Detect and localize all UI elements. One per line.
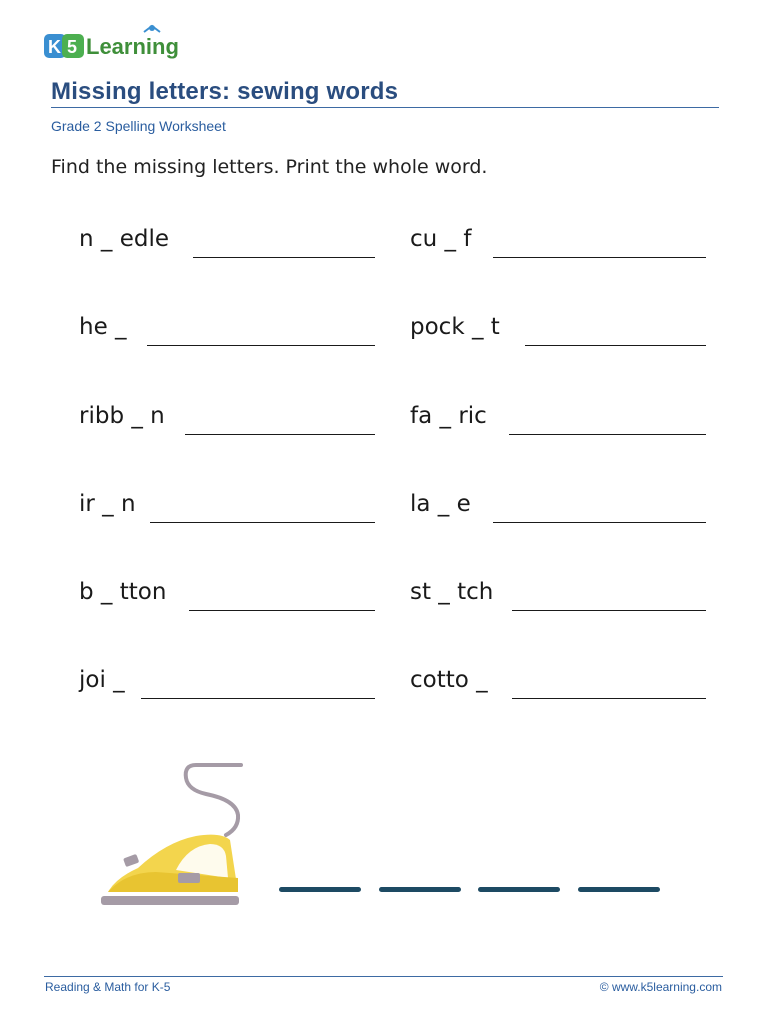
word-item xyxy=(410,403,706,435)
word-prompt: ribb _ n xyxy=(79,403,165,429)
word-prompt: fa _ ric xyxy=(410,403,487,429)
word-prompt: st _ tch xyxy=(410,579,494,605)
title-divider xyxy=(51,107,719,108)
footer-tagline: Reading & Math for K-5 xyxy=(45,980,171,994)
word-prompt: b _ tton xyxy=(79,579,167,605)
footer-divider xyxy=(44,976,723,977)
word-prompt: joi _ xyxy=(79,667,125,693)
iron-icon xyxy=(96,760,256,915)
answer-line[interactable] xyxy=(189,610,375,611)
word-item xyxy=(410,491,706,523)
word-prompt: n _ edle xyxy=(79,226,169,252)
answer-line[interactable] xyxy=(150,522,375,523)
answer-line[interactable] xyxy=(512,698,706,699)
answer-blank[interactable] xyxy=(478,887,560,892)
word-item xyxy=(410,314,706,346)
word-item xyxy=(410,667,706,699)
word-prompt: cu _ f xyxy=(410,226,472,252)
page-title: Missing letters: sewing words xyxy=(51,78,399,105)
answer-line[interactable] xyxy=(493,522,706,523)
word-item xyxy=(79,667,375,699)
answer-line[interactable] xyxy=(141,698,375,699)
answer-line[interactable] xyxy=(185,434,375,435)
answer-line[interactable] xyxy=(147,345,375,346)
word-item xyxy=(79,579,375,611)
answer-blank[interactable] xyxy=(379,887,461,892)
word-item xyxy=(79,403,375,435)
instructions: Find the missing letters. Print the whole word. xyxy=(51,156,488,178)
worksheet-subtitle: Grade 2 Spelling Worksheet xyxy=(51,118,226,134)
svg-text:Learning: Learning xyxy=(86,34,179,59)
answer-line[interactable] xyxy=(493,257,706,258)
answer-line[interactable] xyxy=(512,610,706,611)
answer-blank[interactable] xyxy=(578,887,660,892)
word-prompt: la _ e xyxy=(410,491,471,517)
word-prompt: pock _ t xyxy=(410,314,500,340)
answer-line[interactable] xyxy=(525,345,706,346)
word-prompt: he _ xyxy=(79,314,127,340)
word-item xyxy=(410,226,706,258)
answer-line[interactable] xyxy=(509,434,706,435)
word-item xyxy=(410,579,706,611)
word-prompt: ir _ n xyxy=(79,491,136,517)
answer-line[interactable] xyxy=(193,257,375,258)
word-prompt: cotto _ xyxy=(410,667,488,693)
svg-text:5: 5 xyxy=(67,37,78,57)
word-item xyxy=(79,226,375,258)
k5-learning-logo xyxy=(44,22,200,64)
word-item xyxy=(79,491,375,523)
answer-blank[interactable] xyxy=(279,887,361,892)
svg-text:K: K xyxy=(48,37,61,57)
footer-website-link[interactable]: © www.k5learning.com xyxy=(599,980,722,994)
word-item xyxy=(79,314,375,346)
